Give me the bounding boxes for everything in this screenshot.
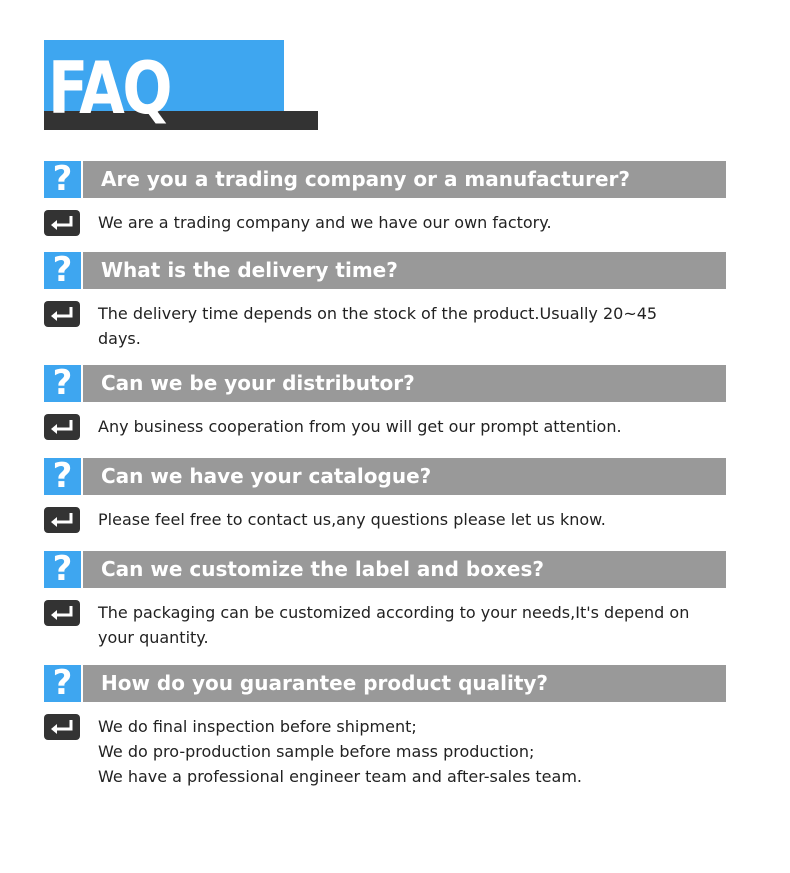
answer-row — [44, 412, 726, 439]
question-row — [44, 252, 726, 289]
return-arrow-icon — [44, 714, 80, 740]
answer-row — [44, 598, 726, 650]
answer-line: We have a professional engineer team and after-sales team. — [98, 767, 582, 786]
answer-text — [98, 712, 726, 789]
answer-row — [44, 712, 726, 789]
answer-line: days. — [98, 329, 141, 348]
question-mark-icon: ? — [44, 365, 81, 402]
question-row — [44, 161, 726, 198]
question-bar — [83, 365, 726, 402]
question-bar — [83, 665, 726, 702]
faq-header — [44, 40, 318, 130]
question-bar — [83, 161, 726, 198]
question-row — [44, 665, 726, 702]
page-title: FAQ — [48, 46, 171, 130]
question-text: Can we customize the label and boxes? — [101, 557, 544, 581]
return-arrow-icon — [44, 507, 80, 533]
answer-row — [44, 208, 726, 235]
return-arrow-icon — [44, 210, 80, 236]
question-row — [44, 551, 726, 588]
answer-text — [98, 505, 726, 532]
answer-line: We are a trading company and we have our own factory. — [98, 213, 552, 232]
question-text: How do you guarantee product quality? — [101, 671, 549, 695]
question-mark-icon: ? — [44, 252, 81, 289]
faq-item-6 — [44, 665, 726, 789]
answer-row — [44, 505, 726, 532]
question-text: Are you a trading company or a manufacturer? — [101, 167, 630, 191]
answer-text — [98, 412, 726, 439]
question-text: Can we have your catalogue? — [101, 464, 432, 488]
return-arrow-icon — [44, 600, 80, 626]
answer-line: your quantity. — [98, 628, 209, 647]
answer-text — [98, 299, 726, 351]
answer-text — [98, 208, 726, 235]
faq-item-2 — [44, 252, 726, 351]
faq-item-4 — [44, 458, 726, 532]
question-row — [44, 458, 726, 495]
question-bar — [83, 551, 726, 588]
question-mark-icon: ? — [44, 551, 81, 588]
answer-text — [98, 598, 726, 650]
answer-line: Any business cooperation from you will get our prompt attention. — [98, 417, 622, 436]
return-arrow-icon — [44, 301, 80, 327]
faq-item-3 — [44, 365, 726, 439]
answer-line: We do pro-production sample before mass production; — [98, 742, 535, 761]
question-mark-icon: ? — [44, 161, 81, 198]
answer-line: Please feel free to contact us,any questions please let us know. — [98, 510, 606, 529]
question-text: What is the delivery time? — [101, 258, 398, 282]
answer-line: We do final inspection before shipment; — [98, 717, 417, 736]
faq-item-5 — [44, 551, 726, 650]
question-row — [44, 365, 726, 402]
return-arrow-icon — [44, 414, 80, 440]
question-bar — [83, 458, 726, 495]
answer-line: The packaging can be customized according to your needs,It's depend on — [98, 603, 690, 622]
question-mark-icon: ? — [44, 458, 81, 495]
faq-item-1 — [44, 161, 726, 235]
question-bar — [83, 252, 726, 289]
answer-line: The delivery time depends on the stock of the product.Usually 20~45 — [98, 304, 658, 323]
question-mark-icon: ? — [44, 665, 81, 702]
answer-row — [44, 299, 726, 351]
question-text: Can we be your distributor? — [101, 371, 415, 395]
